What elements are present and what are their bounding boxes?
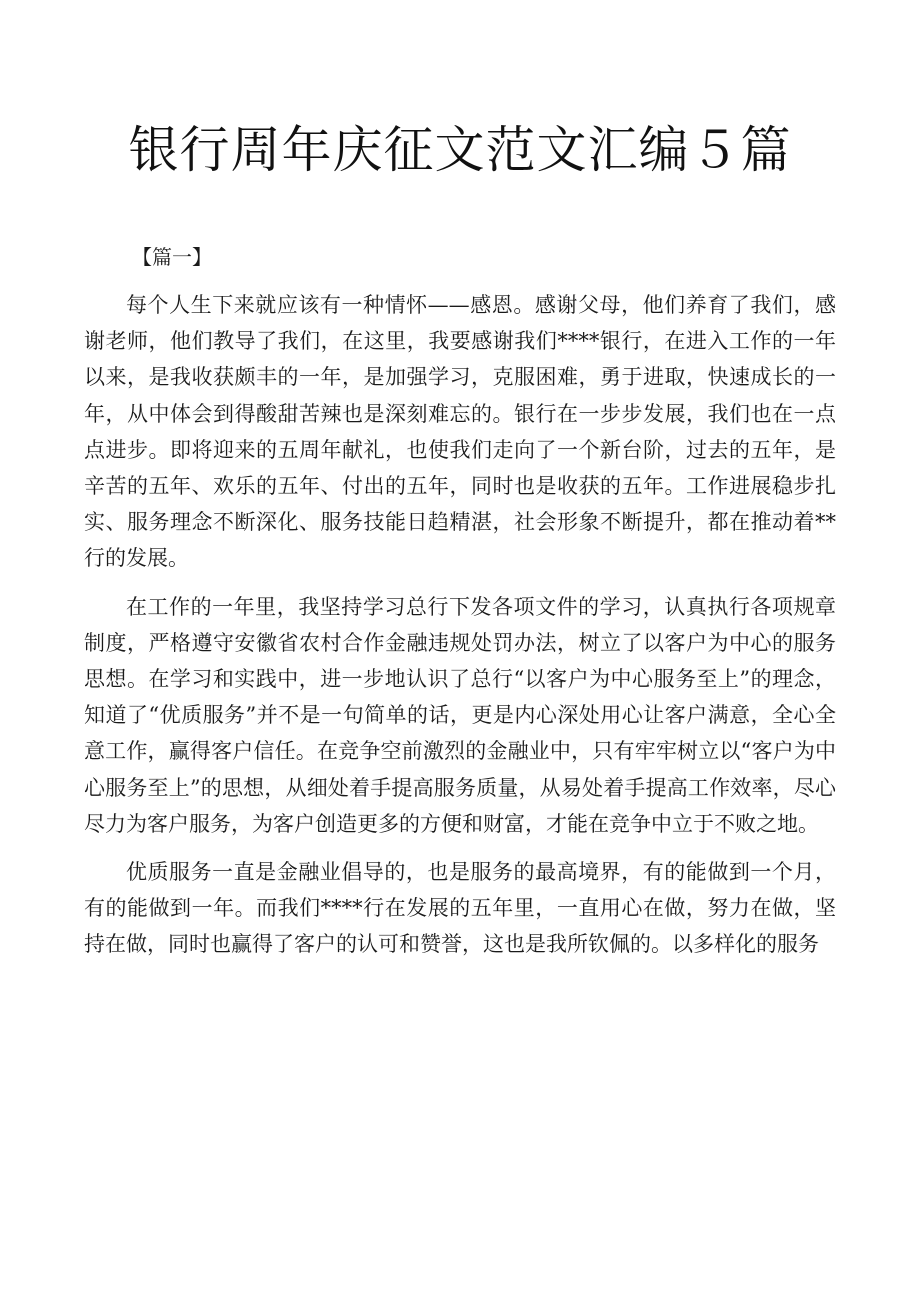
- section-label: 【篇一】: [132, 245, 212, 269]
- paragraph-3: 优质服务一直是金融业倡导的，也是服务的最高境界，有的能做到一个月，有的能做到一年。而我们****行在发展的五年里，一直用心在做，努力在做，坚持在做，同时也赢得了客户的认可和赞誉，这也是我所钦佩的。以多样化的服务: [84, 860, 836, 957]
- paragraph-2: 在工作的一年里，我坚持学习总行下发各项文件的学习，认真执行各项规章制度，严格遵守安徽省农村合作金融违规处罚办法，树立了以客户为中心的服务思想。在学习和实践中，进一步地认识了总行“以客户为中心服务至上”的理念，知道了“优质服务”并不是一句简单的话，更是内心深处用心让客户满意，全心全意工作，赢得客户信任。在竞争空前激烈的金融业中，只有牢牢树立以“客户为中心服务至上”的思想，从细处着手提高服务质量，从易处着手提高工作效率，尽心尽力为客户服务，为客户创造更多的方便和财富，才能在竞争中立于不败之地。: [84, 594, 836, 836]
- document-title: 银行周年庆征文范文汇编５篇: [128, 121, 792, 179]
- paragraph-1: 每个人生下来就应该有一种情怀——感恩。感谢父母，他们养育了我们，感谢老师，他们教导了我们，在这里，我要感谢我们****银行，在进入工作的一年以来，是我收获颇丰的一年，是加强学习，克服困难，勇于进取，快速成长的一年，从中体会到得酸甜苦辣也是深刻难忘的。银行在一步步发展，我们也在一点点进步。即将迎来的五周年献礼，也使我们走向了一个新台阶，过去的五年，是辛苦的五年、欢乐的五年、付出的五年，同时也是收获的五年。工作进展稳步扎实、服务理念不断深化、服务技能日趋精湛，社会形象不断提升，都在推动着**行的发展。: [84, 293, 836, 571]
- document-body: [84, 287, 836, 975]
